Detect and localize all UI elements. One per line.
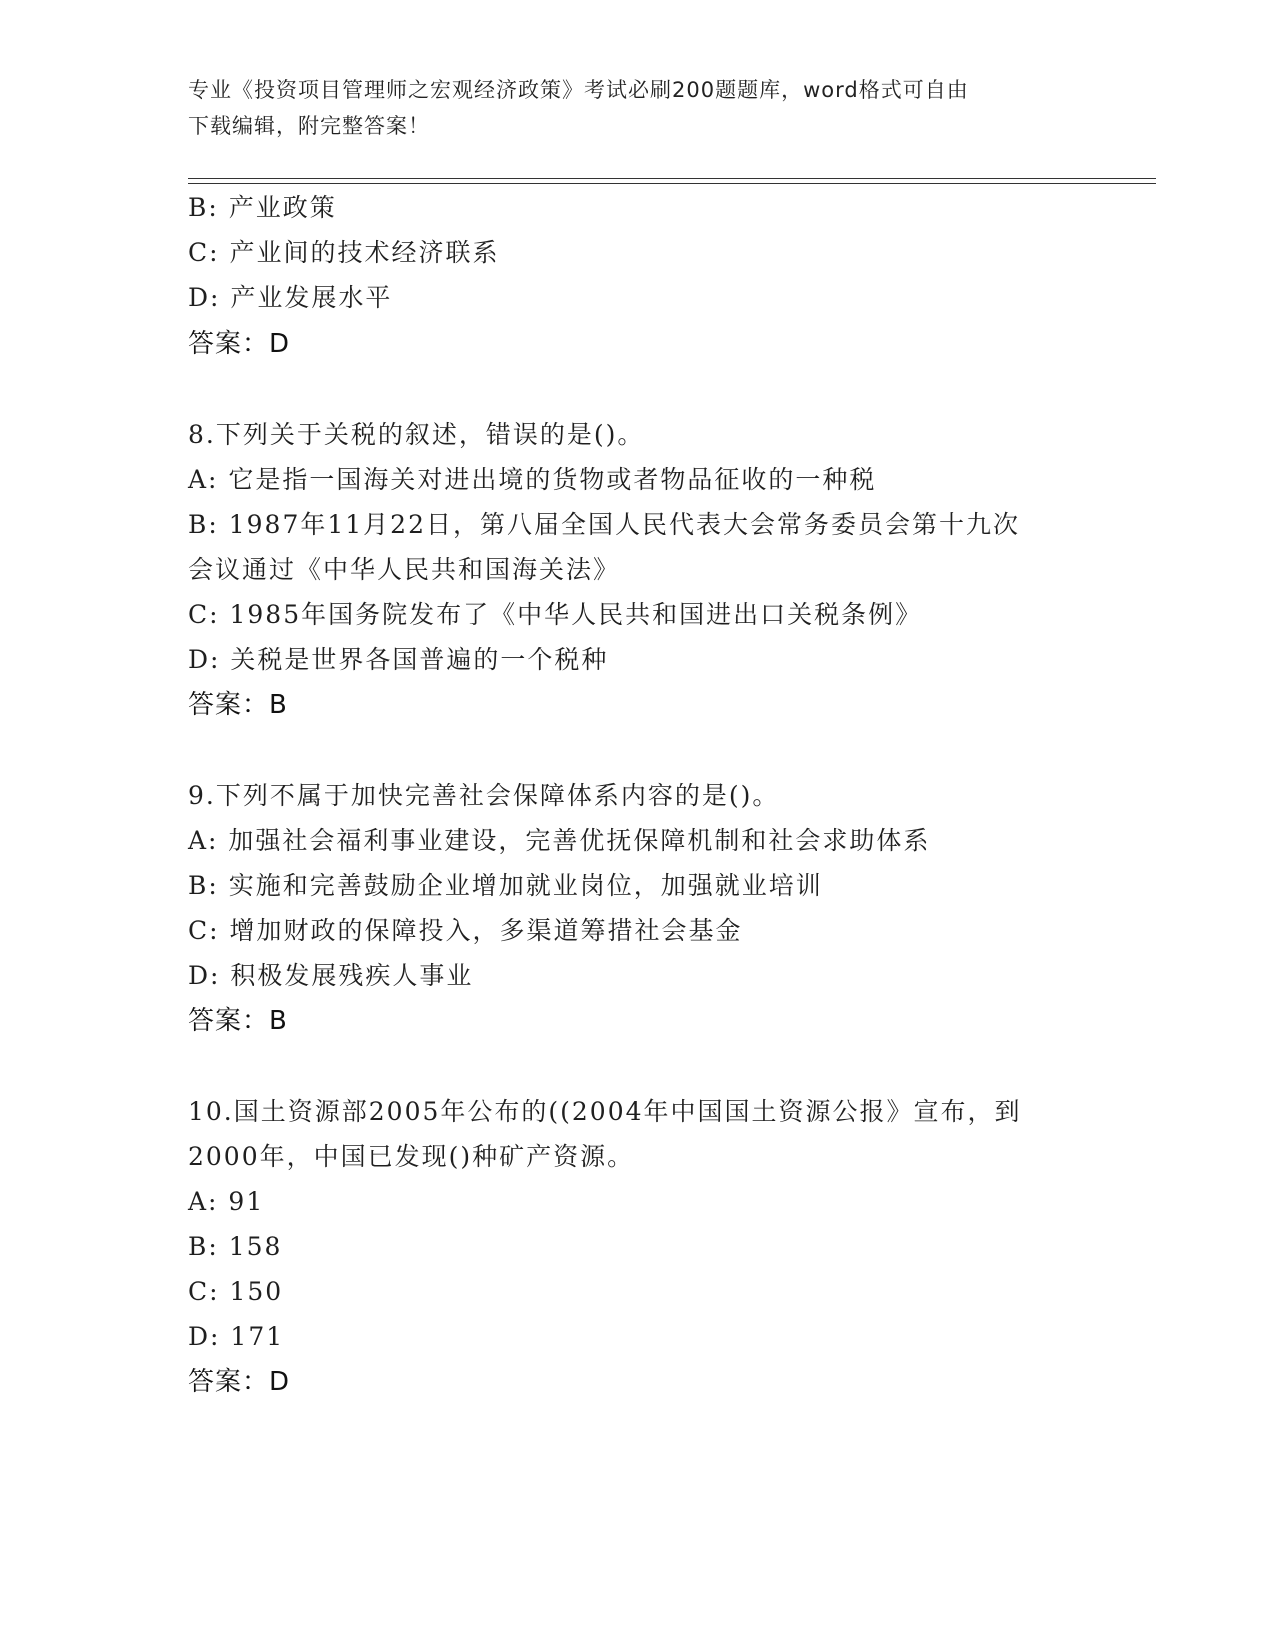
q9-answer: 答案：B <box>188 1006 288 1036</box>
q10-option-a: A: 91 <box>188 1187 265 1216</box>
q7-option-d: D: 产业发展水平 <box>188 283 393 312</box>
q8-option-a: A: 它是指一国海关对进出境的货物或者物品征收的一种税 <box>188 465 877 494</box>
q8-answer: 答案：B <box>188 690 288 720</box>
q9-option-d: D: 积极发展残疾人事业 <box>188 961 474 990</box>
q8-stem: 8.下列关于关税的叙述，错误的是()。 <box>188 420 645 449</box>
q10-option-c: C: 150 <box>188 1277 284 1306</box>
q8-option-b-line1: B: 1987年11月22日，第八届全国人民代表大会常务委员会第十九次 <box>188 510 1020 539</box>
q8-option-c: C: 1985年国务院发布了《中华人民共和国进出口关税条例》 <box>188 600 923 629</box>
q10-option-b: B: 158 <box>188 1232 283 1261</box>
q10-stem-line2: 2000年，中国已发现()种矿产资源。 <box>188 1142 635 1171</box>
q9-option-b: B: 实施和完善鼓励企业增加就业岗位，加强就业培训 <box>188 871 823 900</box>
q10-stem-line1: 10.国土资源部2005年公布的((2004年中国国土资源公报》宣布，到 <box>188 1097 1022 1126</box>
q9-option-c: C: 增加财政的保障投入，多渠道筹措社会基金 <box>188 916 743 945</box>
q7-option-c: C: 产业间的技术经济联系 <box>188 238 500 267</box>
q8-option-b-line2: 会议通过《中华人民共和国海关法》 <box>188 555 621 584</box>
q10-option-d: D: 171 <box>188 1322 285 1351</box>
header-line-2: 下载编辑，附完整答案！ <box>188 114 430 138</box>
q7-answer: 答案：D <box>188 329 291 359</box>
header-divider-bottom <box>188 183 1156 184</box>
header-divider-top <box>188 178 1156 179</box>
header-line-1: 专业《投资项目管理师之宏观经济政策》考试必刷200题题库，word格式可自由 <box>188 78 969 102</box>
q8-option-d: D: 关税是世界各国普遍的一个税种 <box>188 645 609 674</box>
q9-stem: 9.下列不属于加快完善社会保障体系内容的是()。 <box>188 781 780 810</box>
q7-option-b: B: 产业政策 <box>188 193 337 222</box>
q9-option-a: A: 加强社会福利事业建设，完善优抚保障机制和社会求助体系 <box>188 826 931 855</box>
header-note <box>188 72 1088 144</box>
q10-answer: 答案：D <box>188 1367 291 1397</box>
